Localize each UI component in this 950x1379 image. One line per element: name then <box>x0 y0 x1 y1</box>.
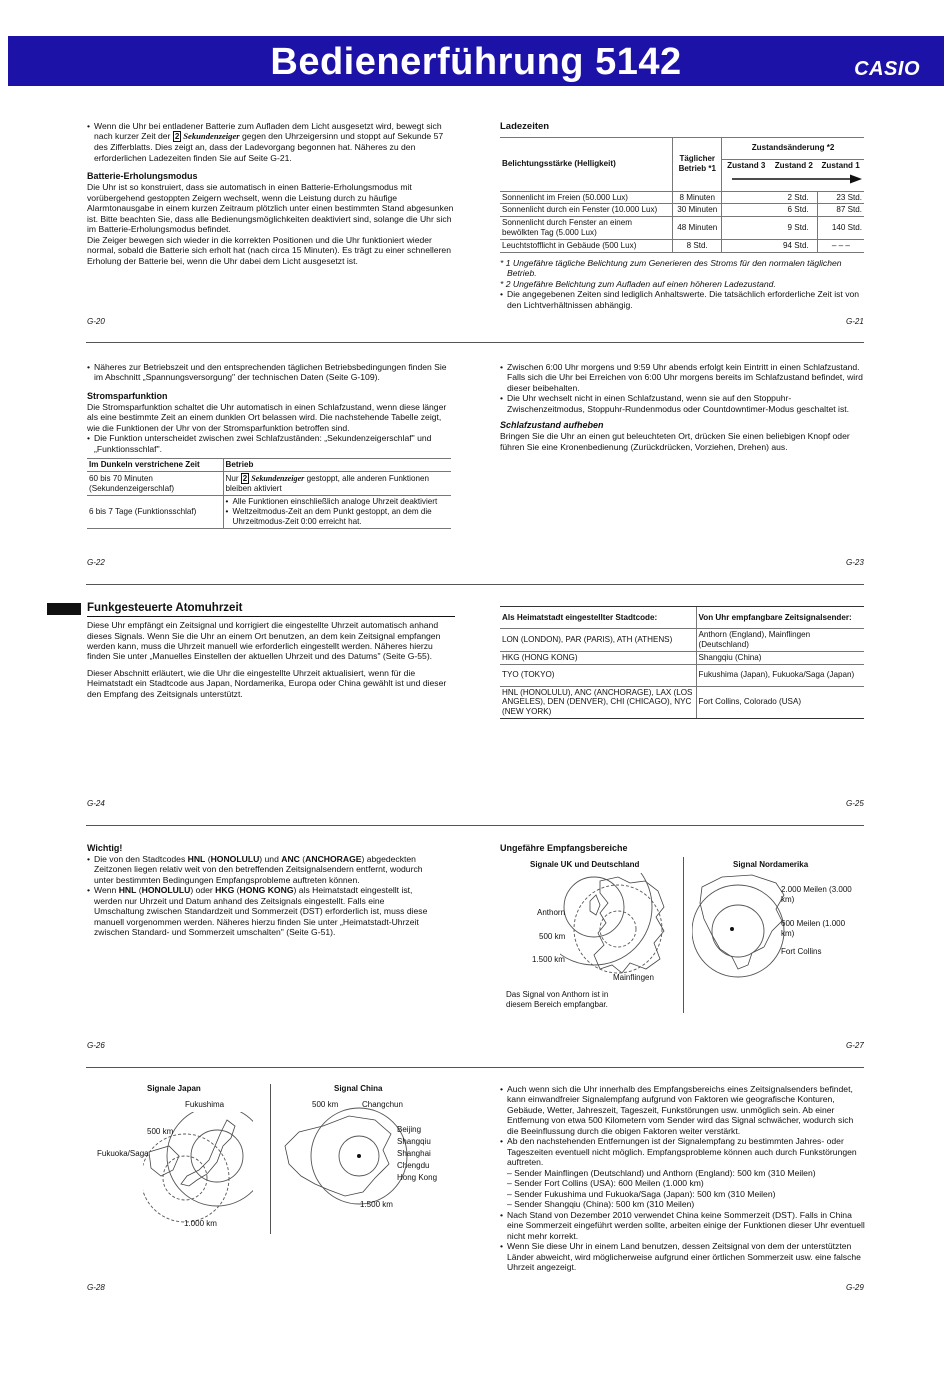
page-g29 <box>500 1084 866 1273</box>
map-label: 2.000 Meilen (3.000 km) <box>781 885 852 904</box>
section-heading: Schlafzustand aufheben <box>500 420 604 431</box>
map-label: Mainflingen <box>613 973 654 982</box>
col-header: Belichtungsstärke (Helligkeit) <box>500 137 673 191</box>
body-text: Dieser Abschnitt erläutert, wie die Uhr die eingestellte Uhrzeit aktualisiert, wenn für die Heimatstadt ein Stadtcode aus Japan, Nordamerika, Europa oder China gewählt ist und dieser den Empfang des Zeitsignals unterstützt. <box>87 667 447 699</box>
intro-text: • Näheres zur Betriebszeit und den entsprechenden täglichen Betriebsbedingungen finden Sie im Abschnitt „Spannungsversorgung" der technischen Daten (Seite G-109). <box>87 362 455 383</box>
page-number: G-27 <box>846 1041 864 1050</box>
north-america-map <box>692 869 792 979</box>
map-label: Hong Kong <box>397 1173 438 1182</box>
section-heading: Funkgesteuerte Atomuhrzeit <box>87 602 243 614</box>
page-g28 <box>87 1084 455 1274</box>
map-label: Beijing <box>397 1125 422 1134</box>
table-cell <box>223 496 451 529</box>
cell-bullet: • Alle Funktionen einschließlich analoge Uhrzeit deaktiviert <box>226 497 450 507</box>
page-g27 <box>500 843 866 1033</box>
page-g24 <box>87 601 455 699</box>
table-cell <box>223 472 451 496</box>
table-cell: HNL (HONOLULU), ANC (ANCHORAGE), LAX (LOS ANGELES), DEN (DENVER), CHI (CHICAGO), NYC (NEW YORK) <box>500 686 696 719</box>
table-cell: Leuchtstofflicht in Gebäude (500 Lux) <box>500 240 673 253</box>
col-header: Im Dunkeln verstrichene Zeit <box>87 459 223 472</box>
map-label: 500 km <box>147 1127 174 1136</box>
bullet-text: • Wenn Sie diese Uhr in einem Land benutzen, dessen Zeitsignal von dem der unterstützten Länder abweicht, wird möglicherweise aufgrund einer örtlichen Sommerzeit usw. eine falsche Uhrzeit angezeigt. <box>500 1241 866 1272</box>
page-number: G-20 <box>87 317 105 326</box>
table-cell: 6 Std. <box>722 204 818 217</box>
brand-logo: CASIO <box>854 58 920 80</box>
divider <box>86 342 864 343</box>
body-text: Die Uhr ist so konstruiert, dass sie automatisch in einen Batterie-Erholungsmodus mit vorübergehend gestoppten Zeigern wechselt, wenn die Leistung durch zu häufige Alarmtonausgabe in einem kurzen Zeitraum plötzlich unter einen bestimmten Stand abgesunken ist. Bitte beachten Sie, dass alle Bedienungsmöglichkeiten deaktiviert sind, solange die Uhr sich im Batterie-Erholungsmodus befindet. <box>87 182 454 235</box>
hand-number-badge: 2 <box>242 474 248 484</box>
map-label: Changchun <box>362 1100 403 1109</box>
section-heading: Ungefähre Empfangsbereiche <box>500 843 628 853</box>
map-label: 1.500 km <box>360 1200 393 1209</box>
map-label: 1.000 km <box>184 1219 217 1228</box>
europe-map <box>560 873 670 983</box>
footnote: * 1 Ungefähre tägliche Belichtung zum Generieren des Stroms für den normalen täglichen Betrieb. <box>500 257 842 279</box>
china-map <box>279 1106 409 1206</box>
page-number: G-26 <box>87 1041 105 1050</box>
page-number: G-24 <box>87 799 105 808</box>
cell-text: gestoppt, alle anderen Funktionen bleiben aktiviert <box>225 474 429 494</box>
bullet-text: • Zwischen 6:00 Uhr morgens und 9:59 Uhr abends erfolgt kein Eintritt in einen Schlafzustand. Falls sich die Uhr bei Erreichen von 6:00 Uhr morgens bereits im Schlafzustand befindet, wird dieser beibehalten. <box>500 362 864 393</box>
map-title: Signale UK und Deutschland <box>530 860 640 869</box>
sub-item: – Sender Fukushima und Fukuoka/Saga (Japan): 500 km (310 Meilen) <box>507 1188 776 1199</box>
divider <box>86 825 864 826</box>
map-label: Fukushima <box>185 1100 225 1109</box>
table-cell: 8 Std. <box>673 240 722 253</box>
page-g20 <box>87 121 455 266</box>
body-text: Diese Uhr empfängt ein Zeitsignal und korrigiert die eingestellte Uhrzeit automatisch anhand dieses Signals. Wenn Sie die Uhr an einem Ort benutzen, an dem kein Zeitsignal empfangen werden kann, muss die Uhrzeit manuell wie erforderlich eingestellt werden. Näheres hierzu finden Sie unter „Manuelles Einstellen der aktuellen Uhrzeit und des Datums" (Seite G-55). <box>87 620 441 662</box>
sleep-table <box>87 458 451 528</box>
state-arrow-icon <box>728 174 862 184</box>
bullet-text: • Die Uhr wechselt nicht in einen Schlafzustand, wenn sie auf den Stoppuhr-Zwischenzeitmodus, Stoppuhr-Rundenmodus oder Countdowntimer-Modus geschaltet ist. <box>500 393 864 414</box>
state-label: Zustand 1 <box>821 160 860 170</box>
table-notes <box>500 258 866 310</box>
state-label: Zustand 3 <box>727 160 766 170</box>
table-cell: 30 Minuten <box>673 204 722 217</box>
bullet-text: • Auch wenn sich die Uhr innerhalb des Empfangsbereichs eines Zeitsignalsenders befindet, kann einwandfreier Signalempfang aufgrund von Faktoren wie geografische Konturen, Gebäude, Wetter, Jahreszeit, Tageszeit, Funkstörungen usw. unmöglich sein. Ab einer Entfernung von etwa 500 Kilometern vom Sender wird das Signal schwächer, wodurch sich die Beeinflussung durch die obigen Faktoren weiter verstärkt. <box>500 1084 866 1136</box>
bullet-text: • Nach Stand von Dezember 2010 verwendet China keine Sommerzeit (DST). Falls in China eine Sommerzeit eingeführt werden sollte, arbeiten einige der Funktionen dieser Uhr eventuell nicht mehr korrekt. <box>500 1210 866 1241</box>
map-label: Shangqiu <box>397 1137 431 1146</box>
footnote: * 2 Ungefähre Belichtung zum Aufladen auf einen höheren Ladezustand. <box>500 278 776 289</box>
charging-table <box>500 137 864 253</box>
divider <box>86 1067 864 1068</box>
map-divider <box>683 857 684 1013</box>
map-label: Fukuoka/Saga <box>97 1149 149 1158</box>
table-cell: 2 Std. <box>722 191 818 204</box>
state-label: Zustand 2 <box>774 160 813 170</box>
table-cell: 6 bis 7 Tage (Funktionsschlaf) <box>87 496 223 529</box>
city-transmitter-table <box>500 606 864 719</box>
page-g23 <box>500 362 864 452</box>
map-label: Shanghai <box>397 1149 431 1158</box>
page-number: G-22 <box>87 558 105 567</box>
col-header: Zustandsänderung *2 <box>722 137 864 159</box>
table-cell: Sonnenlicht durch ein Fenster (10.000 Lux) <box>500 204 673 217</box>
table-cell: Anthorn (England), Mainflingen (Deutschland) <box>696 629 864 652</box>
table-cell: HKG (HONG KONG) <box>500 651 696 664</box>
page-g22 <box>87 362 455 529</box>
col-header: Betrieb <box>223 459 451 472</box>
section-heading: Wichtig! <box>87 843 123 853</box>
section-heading: Ladezeiten <box>500 121 550 132</box>
map-label: 500 km <box>539 932 566 941</box>
charge-intro <box>87 121 455 163</box>
page-number: G-28 <box>87 1283 105 1292</box>
table-cell: 60 bis 70 Minuten (Sekundenzeigerschlaf) <box>87 472 223 496</box>
table-cell: 23 Std. <box>817 191 864 204</box>
table-cell: Shangqiu (China) <box>696 651 864 664</box>
bullet-text: • Wenn HNL (HONOLULU) oder HKG (HONG KONG) als Heimatstadt eingestellt ist, werden nur Uhrzeit und Datum anhand des Zeitsignals eingestellt. Falls eine Umschaltung zwischen Standardzeit und Sommerzeit (DST) erforderlich ist, muss diese manuell vorgenommen werden. Näheres hierzu finden Sie unter „Heimatstadt-Uhrzeit zwischen Standard- und Sommerzeit umschalten" (Seite G-51). <box>87 885 435 937</box>
map-label: 1.500 km <box>532 955 565 964</box>
map-divider <box>270 1084 271 1234</box>
intro-text-end: gegen den Uhrzeigersinn und stoppt auf Sekunde 57 des Zifferblatts. Dies zeigt an, dass der Ladevorgang begonnen hat. Näheres zu den erforderlichen Ladezeiten finden Sie auf Seite G-21. <box>94 131 444 163</box>
table-cell: LON (LONDON), PAR (PARIS), ATH (ATHENS) <box>500 629 696 652</box>
table-cell: 94 Std. <box>722 240 818 253</box>
body-text: Die Zeiger bewegen sich wieder in die korrekten Positionen und die Uhr funktioniert wieder normal, sobald die Batterie sich erholt hat (nach circa 15 Minuten). Es trägt zu einer schnelleren Erholung der Batterie bei, wenn die Uhr dabei dem Licht ausgesetzt ist. <box>87 234 451 266</box>
body-text: Bringen Sie die Uhr an einen gut beleuchteten Ort, drücken Sie einen beliebigen Knopf oder führen Sie eine Kronenbedienung (Zurückdrücken, Vorziehen, Drehen) aus. <box>500 431 850 452</box>
table-cell: Fort Collins, Colorado (USA) <box>696 686 864 719</box>
hand-number-badge: 2 <box>174 132 180 142</box>
table-cell: 48 Minuten <box>673 217 722 240</box>
page-g21 <box>500 121 866 310</box>
intro-text: Wenn die Uhr bei entladener Batterie zum Aufladen dem Licht ausgesetzt wird, bewegt sich nach kurzer Zeit der <box>94 121 442 142</box>
section-heading: Batterie-Erholungsmodus <box>87 171 198 182</box>
map-caption: Das Signal von Anthorn ist in diesem Bereich empfangbar. <box>506 990 609 1009</box>
map-label: 500 km <box>312 1100 339 1109</box>
page-g25 <box>500 606 866 719</box>
page-g26 <box>87 843 435 938</box>
page-number: G-23 <box>846 558 864 567</box>
map-title: Signale Japan <box>147 1084 201 1093</box>
cell-text: Nur <box>225 474 239 484</box>
map-label: Anthorn <box>537 908 566 917</box>
page-number: G-25 <box>846 799 864 808</box>
table-cell: TYO (TOKYO) <box>500 664 696 686</box>
cell-bullet: • Weltzeitmodus-Zeit an dem Punkt gestoppt, an dem die Uhrzeitmodus-Zeit 0:00 erreicht hat. <box>226 507 450 527</box>
table-cell: – – – <box>817 240 864 253</box>
sub-item: – Sender Shangqiu (China): 500 km (310 Meilen) <box>507 1199 695 1210</box>
map-label: 600 Meilen (1.000 km) <box>781 919 846 938</box>
page-header <box>8 36 944 86</box>
table-cell: 8 Minuten <box>673 191 722 204</box>
table-cell: Fukushima (Japan), Fukuoka/Saga (Japan) <box>696 664 864 686</box>
divider <box>86 584 864 585</box>
second-hand-term: Sekundenzeiger <box>251 474 305 484</box>
bullet-text: • Ab den nachstehenden Entfernungen ist der Signalempfang zu bestimmten Jahres- oder Tageszeiten eventuell nicht möglich. Empfangsprobleme können auch durch Funkstörungen auftreten. <box>500 1136 866 1167</box>
map-label: Fort Collins <box>781 947 822 956</box>
table-cell: 87 Std. <box>817 204 864 217</box>
section-marker <box>47 603 81 615</box>
table-cell: Sonnenlicht im Freien (50.000 Lux) <box>500 191 673 204</box>
body-text: Die Stromsparfunktion schaltet die Uhr automatisch in einen Schlafzustand, wenn diese länger als eine bestimmte Zeit an einem dunklen Ort belassen wird. Die nachstehende Tabelle zeigt, wie die Funktionen der Uhr von der Stromsparfunktion betroffen sind. <box>87 401 447 433</box>
sub-item: – Sender Mainflingen (Deutschland) und Anthorn (England): 500 km (310 Meilen) <box>507 1167 816 1178</box>
section-heading: Stromsparfunktion <box>87 390 168 401</box>
table-cell: 140 Std. <box>817 217 864 240</box>
table-cell: Sonnenlicht durch Fenster an einem bewölkten Tag (5.000 Lux) <box>500 217 673 240</box>
page-title: Bedienerführung 5142 <box>270 41 682 83</box>
page-number: G-21 <box>846 317 864 326</box>
col-header: Als Heimatstadt eingestellter Stadtcode: <box>500 607 696 629</box>
bullet-text: • Die Funktion unterscheidet zwischen zwei Schlafzuständen: „Sekundenzeigerschlaf" und „Funktionsschlaf". <box>87 433 455 454</box>
bullet-text: • Die von den Stadtcodes HNL (HONOLULU) und ANC (ANCHORAGE) abgedeckten Zeitzonen liegen relativ weit von den betreffenden Zeitsignalsendern entfernt, wodurch unter bestimmten Bedingungen Empfangsprobleme auftreten können. <box>87 854 435 885</box>
col-header: Täglicher Betrieb *1 <box>673 137 722 191</box>
sub-item: – Sender Fort Collins (USA): 600 Meilen (1.000 km) <box>507 1178 704 1189</box>
second-hand-term: Sekundenzeiger <box>183 131 240 142</box>
map-label: Chengdu <box>397 1161 430 1170</box>
note-text: • Die angegebenen Zeiten sind lediglich Anhaltswerte. Die tatsächlich erforderliche Zeit ist von den Lichtverhältnissen abhängig. <box>500 289 866 310</box>
map-title: Signal China <box>334 1084 383 1093</box>
page-number: G-29 <box>846 1283 864 1292</box>
col-header: Von Uhr empfangbare Zeitsignalsender: <box>696 607 864 629</box>
map-title: Signal Nordamerika <box>733 860 809 869</box>
table-cell: 9 Std. <box>722 217 818 240</box>
heading-rule <box>87 616 455 617</box>
